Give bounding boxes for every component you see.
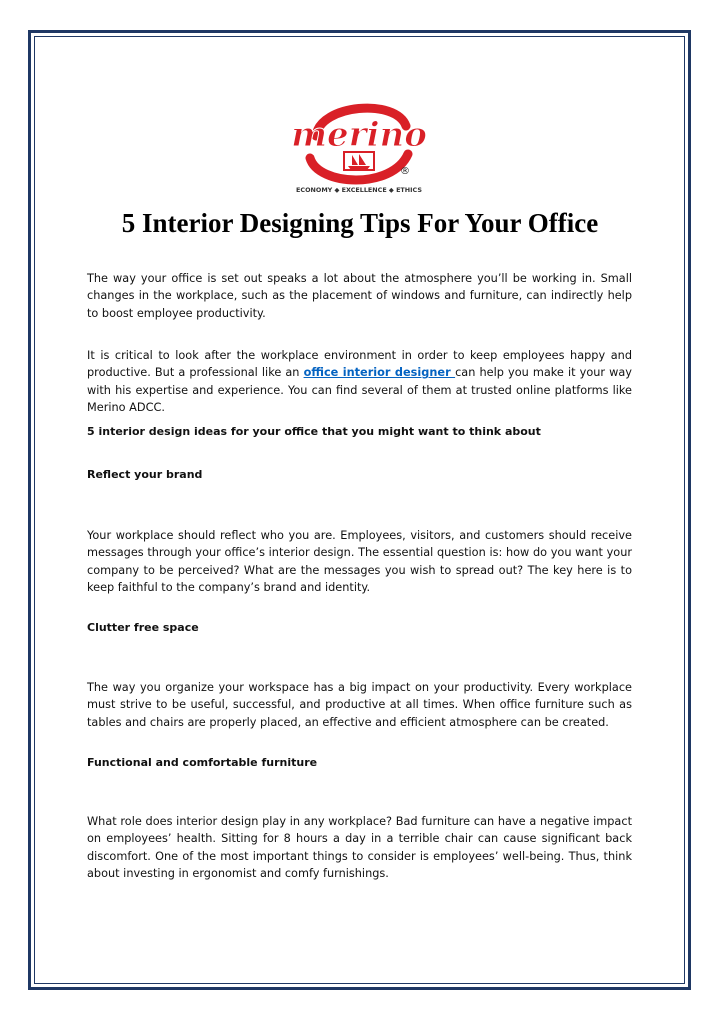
section-heading-furniture: Functional and comfortable furniture <box>87 756 318 769</box>
office-interior-designer-link[interactable]: office interior designer <box>303 366 456 380</box>
section-body-furniture: What role does interior design play in any workplace? Bad furniture can have a negative impact on employees’ health. Sitting for 8 hours a day in a terrible chair can cause significant back discomfort. One of the most important things to consider is employees’ well-being. Thus, think about investing in ergonomist and comfy furnishings. <box>87 815 632 880</box>
section-body-reflect-brand: Your workplace should reflect who you are. Employees, visitors, and customers should receive messages through your office’s interior design. The essential question is: how do you want your company to be perceived? What are the messages you wish to spread out? The key here is to keep faithful to the company’s brand and identity. <box>87 529 632 594</box>
page-title: 5 Interior Designing Tips For Your Office <box>121 208 599 238</box>
registered-mark: ® <box>400 166 410 177</box>
intro-paragraph-2-text-end: can help you make it your way with his expertise and experience. You can find several of them at trusted online platforms like Merino ADCC. <box>87 366 632 414</box>
ideas-heading: 5 interior design ideas for your office that you might want to think about <box>87 425 541 438</box>
logo-wordmark: merino <box>291 115 427 155</box>
intro-paragraph-1: The way your office is set out speaks a lot about the atmosphere you’ll be working in. Small changes in the workplace, such as the placement of windows and furniture, can indirectly help to boost employee productivity. <box>87 272 632 320</box>
section-heading-reflect-brand: Reflect your brand <box>87 468 203 481</box>
section-heading-clutter-free: Clutter free space <box>87 621 199 634</box>
logo-tagline: ECONOMY ◆ EXCELLENCE ◆ ETHICS <box>296 186 422 194</box>
section-body-clutter-free: The way you organize your workspace has a big impact on your productivity. Every workplace must strive to be useful, successful, and productive at all times. When office furniture such as tables and chairs are properly placed, an effective and efficient atmosphere can be created. <box>87 681 632 729</box>
intro-paragraph-2 <box>87 347 632 416</box>
intro-paragraph-2-text: It is critical to look after the workplace environment in order to keep employees happy and productive. But a professional like an <box>87 349 632 380</box>
merino-logo <box>288 96 430 196</box>
